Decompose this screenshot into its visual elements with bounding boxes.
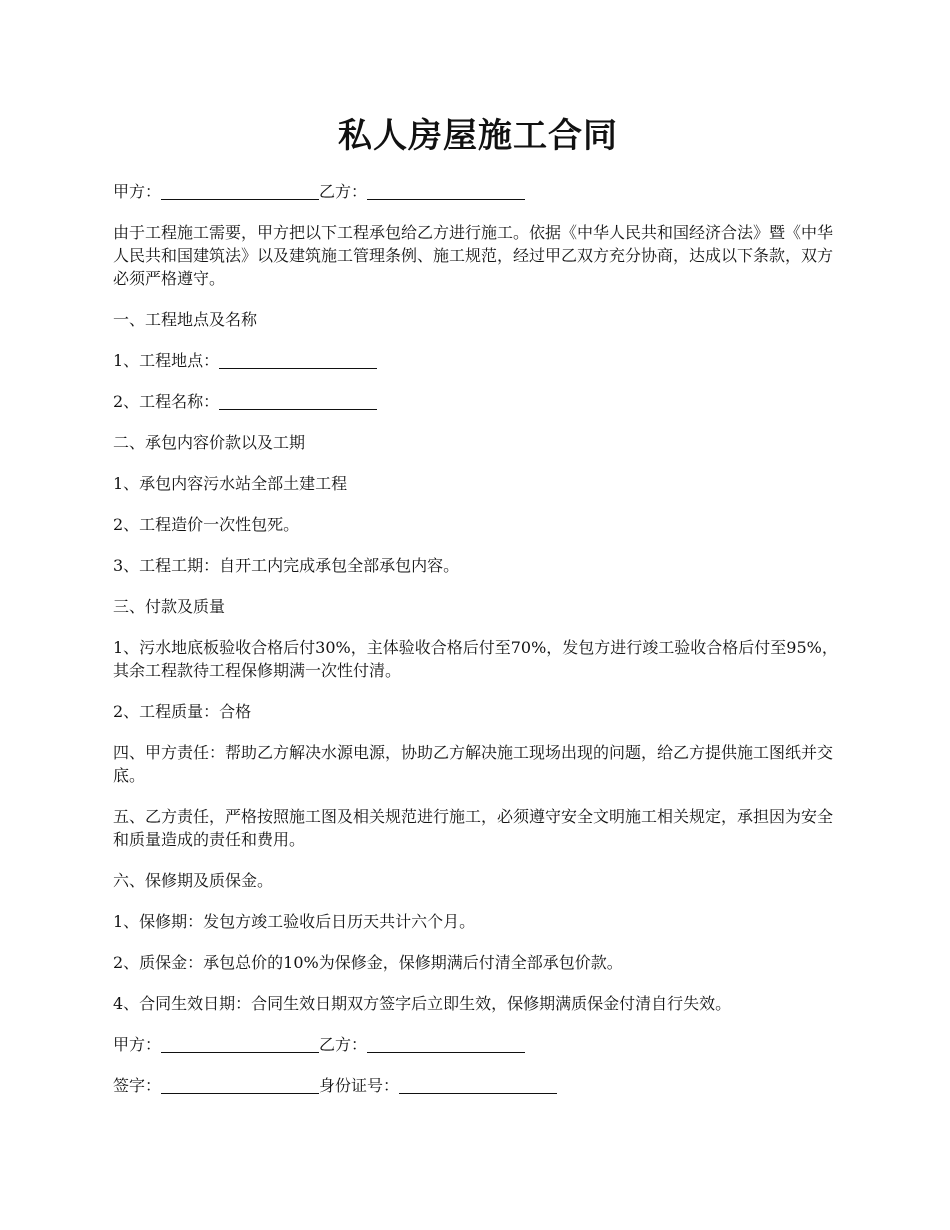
section2-heading: 二、承包内容价款以及工期 (113, 433, 306, 452)
section1-heading: 一、工程地点及名称 (113, 310, 258, 329)
section6-item: 4、合同生效日期：合同生效日期双方签字后立即生效，保修期满质保金付清自行失效。 (113, 994, 732, 1013)
location-line (113, 349, 843, 372)
contract-page (113, 112, 843, 1115)
section6-heading: 六、保修期及质保金。 (113, 871, 274, 890)
party-b-label: 乙方： (319, 182, 368, 201)
project-name-blank (219, 393, 377, 410)
location-blank (219, 352, 377, 369)
section4-paragraph: 四、甲方责任：帮助乙方解决水源电源，协助乙方解决施工现场出现的问题，给乙方提供施工图纸并交底。 (113, 743, 834, 785)
id-number-label: 身份证号： (319, 1076, 400, 1095)
section5-paragraph: 五、乙方责任，严格按照施工图及相关规范进行施工，必须遵守安全文明施工相关规定，承担因为安全和质量造成的责任和费用。 (113, 807, 834, 849)
section3-item: 2、工程质量：合格 (113, 702, 252, 721)
intro-paragraph: 由于工程施工需要，甲方把以下工程承包给乙方进行施工。依据《中华人民共和国经济合法》暨《中华人民共和国建筑法》以及建筑施工管理条例、施工规范，经过甲乙双方充分协商，达成以下条款，双方必须严格遵守。 (113, 223, 834, 288)
project-name-label: 2、工程名称： (113, 392, 220, 411)
section2-item: 2、工程造价一次性包死。 (113, 515, 300, 534)
signature-label: 签字： (113, 1076, 162, 1095)
section2-item: 3、工程工期：自开工内完成承包全部承包内容。 (113, 556, 460, 575)
signature-blank (161, 1077, 319, 1094)
party-a-label: 甲方： (113, 182, 162, 201)
party-a-label: 甲方： (113, 1035, 162, 1054)
party-line-top (113, 180, 843, 203)
party-b-label: 乙方： (319, 1035, 368, 1054)
section3-heading: 三、付款及质量 (113, 597, 226, 616)
party-a-blank (161, 183, 319, 200)
project-name-line (113, 390, 843, 413)
section6-item: 1、保修期：发包方竣工验收后日历天共计六个月。 (113, 912, 476, 931)
section3-item: 1、污水地底板验收合格后付30%，主体验收合格后付至70%，发包方进行竣工验收合格后付至95%，其余工程款待工程保修期满一次性付清。 (113, 638, 838, 680)
signature-line (113, 1074, 843, 1097)
section2-item: 1、承包内容污水站全部土建工程 (113, 474, 348, 493)
party-b-blank (367, 1036, 525, 1053)
section6-item: 2、质保金：承包总价的10%为保修金，保修期满后付清全部承包价款。 (113, 953, 623, 972)
id-number-blank (399, 1077, 557, 1094)
party-a-blank (161, 1036, 319, 1053)
document-title: 私人房屋施工合同 (338, 116, 618, 156)
party-b-blank (367, 183, 525, 200)
party-line-bottom (113, 1033, 843, 1056)
location-label: 1、工程地点： (113, 351, 220, 370)
